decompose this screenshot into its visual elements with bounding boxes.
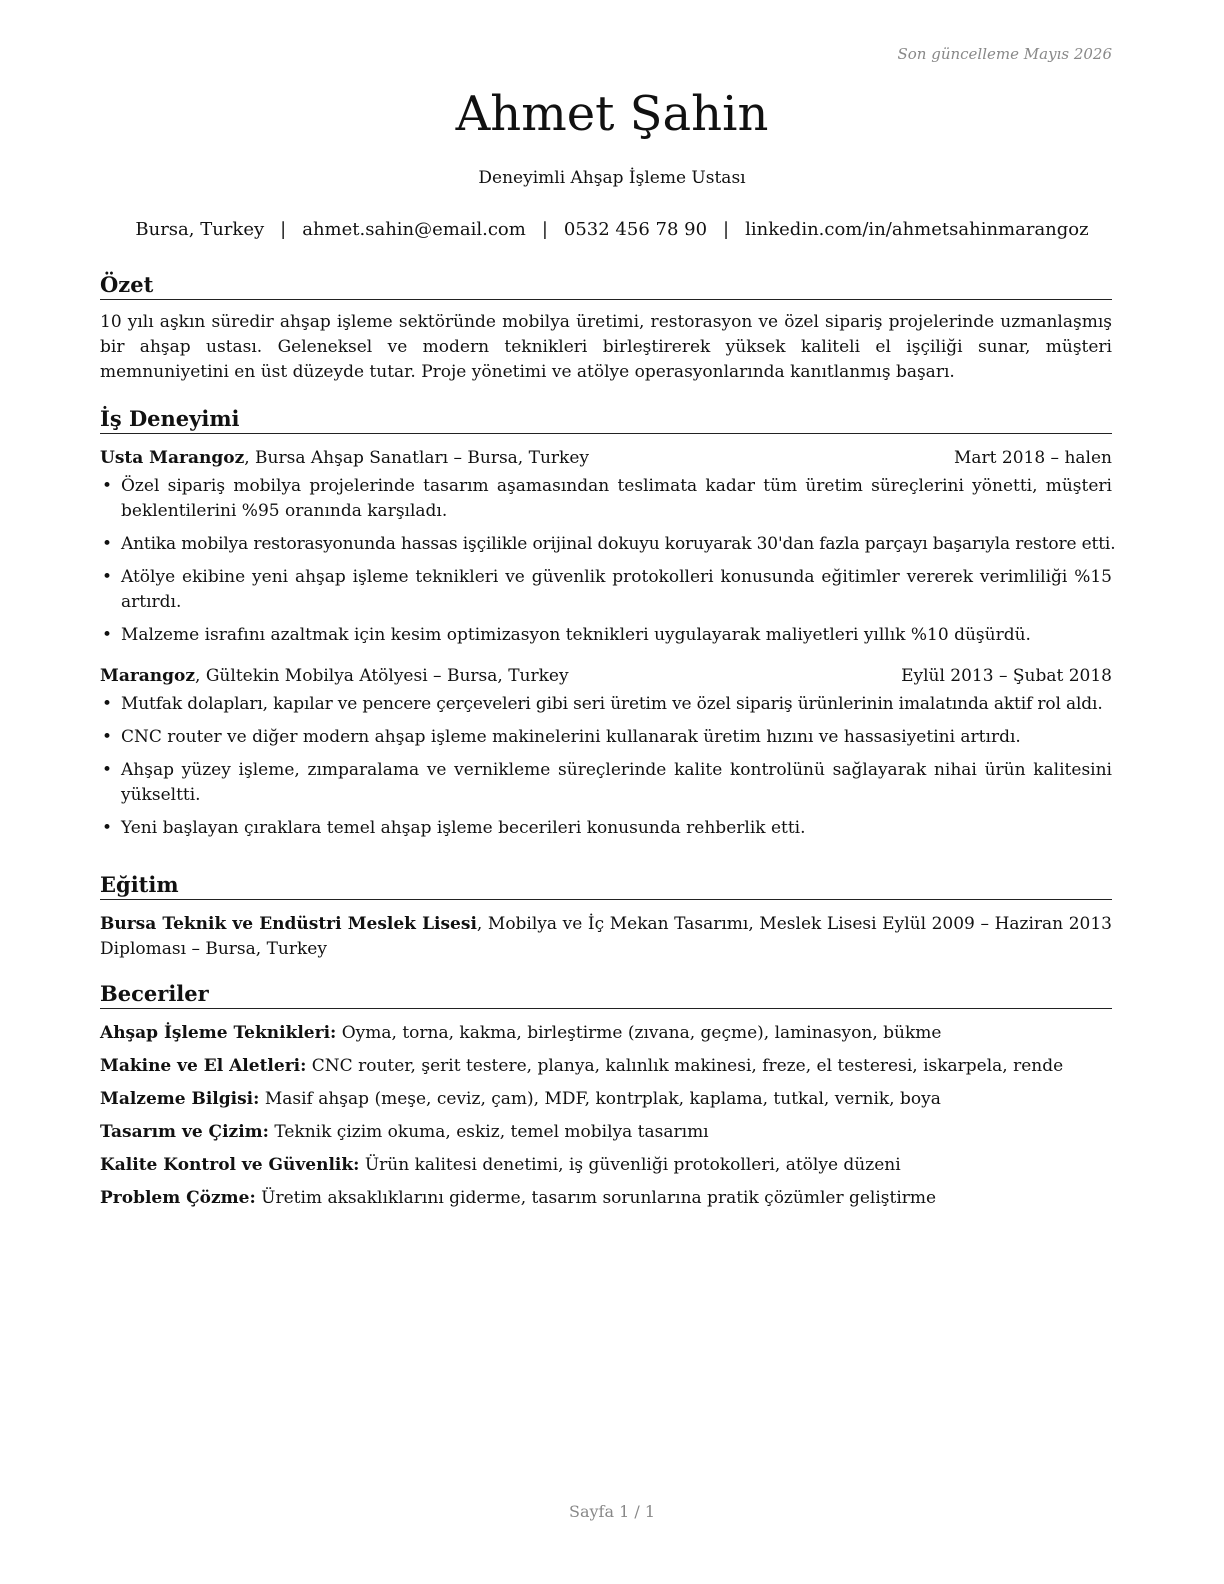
skill-value: CNC router, şerit testere, planya, kalınlık makinesi, freze, el testeresi, iskarpela, rende [306,1056,1064,1076]
skill-row [100,1087,1112,1112]
skill-row [100,1120,1112,1145]
page-number: Sayfa 1 / 1 [568,1502,655,1521]
skills-title: Beceriler [100,981,1112,1009]
contact-email[interactable]: ahmet.sahin@email.com [302,219,526,240]
contact-separator: | [280,219,287,240]
job-bullet: • Yeni başlayan çıraklara temel ahşap işleme becerileri konusunda rehberlik etti. [100,816,1112,841]
job-company: , Bursa Ahşap Sanatları – Bursa, Turkey [244,448,589,468]
skill-label: Tasarım ve Çizim: [100,1122,269,1142]
last-updated: Son güncelleme Mayıs 2026 [897,45,1112,63]
job-company: , Gültekin Mobilya Atölyesi – Bursa, Turkey [195,666,569,686]
skill-row [100,1021,1112,1046]
job-header [100,446,1112,471]
summary-text: 10 yılı aşkın süredir ahşap işleme sektöründe mobilya üretimi, restorasyon ve özel sipariş projelerinde uzmanlaşmış bir ahşap ustası. Geleneksel ve modern teknikleri birleştirerek yüksek kaliteli el işçiliği sunar, müşteri memnuniyetini en üst düzeyde tutar. Proje yönetimi ve atölye operasyonlarında kanıtlanmış başarı. [100,312,1112,382]
skill-row [100,1054,1112,1079]
contact-phone[interactable]: 0532 456 78 90 [563,219,708,240]
skill-label: Malzeme Bilgisi: [100,1089,260,1109]
education-section [100,872,1112,979]
job-bullet: • Malzeme israfını azaltmak için kesim optimizasyon teknikleri uygulayarak maliyetleri yıllık %10 düşürdü. [100,623,1112,648]
skill-value: Ürün kalitesi denetimi, iş güvenliği protokolleri, atölye düzeni [359,1155,901,1175]
job-dates: Eylül 2013 – Şubat 2018 [901,666,1112,686]
job-bullet: • Mutfak dolapları, kapılar ve pencere çerçeveleri gibi seri üretim ve özel sipariş ürünlerinin imalatında aktif rol aldı. [100,692,1112,717]
contact-separator: | [723,219,730,240]
education-entry [100,912,1112,962]
skill-value: Teknik çizim okuma, eskiz, temel mobilya tasarımı [268,1122,709,1142]
job-bullet: • CNC router ve diğer modern ahşap işleme makinelerini kullanarak üretim hızını ve hassasiyetini artırdı. [100,725,1112,750]
skill-label: Problem Çözme: [100,1188,256,1208]
skill-label: Makine ve El Aletleri: [100,1056,307,1076]
job-bullet: • Özel sipariş mobilya projelerinde tasarım aşamasından teslimata kadar tüm üretim süreçlerini yönetti, müşteri beklentilerini %95 oranında karşıladı. [100,474,1112,524]
skill-value: Oyma, torna, kakma, birleştirme (zıvana, geçme), laminasyon, bükme [336,1023,942,1043]
education-detail: , Mobilya ve İç Mekan Tasarımı, Meslek Lisesi Eylül 2009 – Haziran 2013 Diploması – Bursa, Turkey [100,914,1112,959]
summary-title: Özet [100,272,1112,300]
job-bullets [100,474,1116,648]
skill-label: Kalite Kontrol ve Güvenlik: [100,1155,360,1175]
job-dates: Mart 2018 – halen [953,448,1112,468]
candidate-subtitle: Deneyimli Ahşap İşleme Ustası [478,168,746,188]
skill-label: Ahşap İşleme Teknikleri: [100,1023,337,1043]
skill-row [100,1153,1112,1178]
job-entry [100,664,1112,841]
contact-separator: | [541,219,548,240]
job-role: Usta Marangoz [100,448,245,468]
skill-value: Masif ahşap (meşe, ceviz, çam), MDF, kontrplak, kaplama, tutkal, vernik, boya [259,1089,941,1109]
skills-section [100,981,1112,1211]
experience-section [100,406,1116,849]
contact-line [0,219,1224,240]
education-title: Eğitim [100,872,1112,900]
job-bullet: • Antika mobilya restorasyonunda hassas işçilikle orijinal dokuyu koruyarak 30'dan fazla parçayı başarıyla restore etti. [100,532,1112,557]
candidate-name: Ahmet Şahin [455,86,769,142]
job-role: Marangoz [100,666,196,686]
contact-location: Bursa, Turkey [135,219,265,240]
skill-value: Üretim aksaklıklarını giderme, tasarım sorunlarına pratik çözümler geliştirme [255,1188,937,1208]
skill-row [100,1186,1112,1211]
summary-section [100,272,1112,385]
job-bullet: • Ahşap yüzey işleme, zımparalama ve vernikleme süreçlerinde kalite kontrolünü sağlayarak nihai ürün kalitesini yükseltti. [100,758,1112,808]
job-header [100,664,1112,689]
experience-title: İş Deneyimi [100,406,1112,434]
job-bullets [100,692,1112,841]
education-school: Bursa Teknik ve Endüstri Meslek Lisesi [100,914,477,934]
contact-linkedin[interactable]: linkedin.com/in/ahmetsahinmarangoz [745,219,1089,240]
job-bullet: • Atölye ekibine yeni ahşap işleme teknikleri ve güvenlik protokolleri konusunda eğitimler vererek verimliliği %15 artırdı. [100,565,1112,615]
job-entry [100,446,1116,648]
